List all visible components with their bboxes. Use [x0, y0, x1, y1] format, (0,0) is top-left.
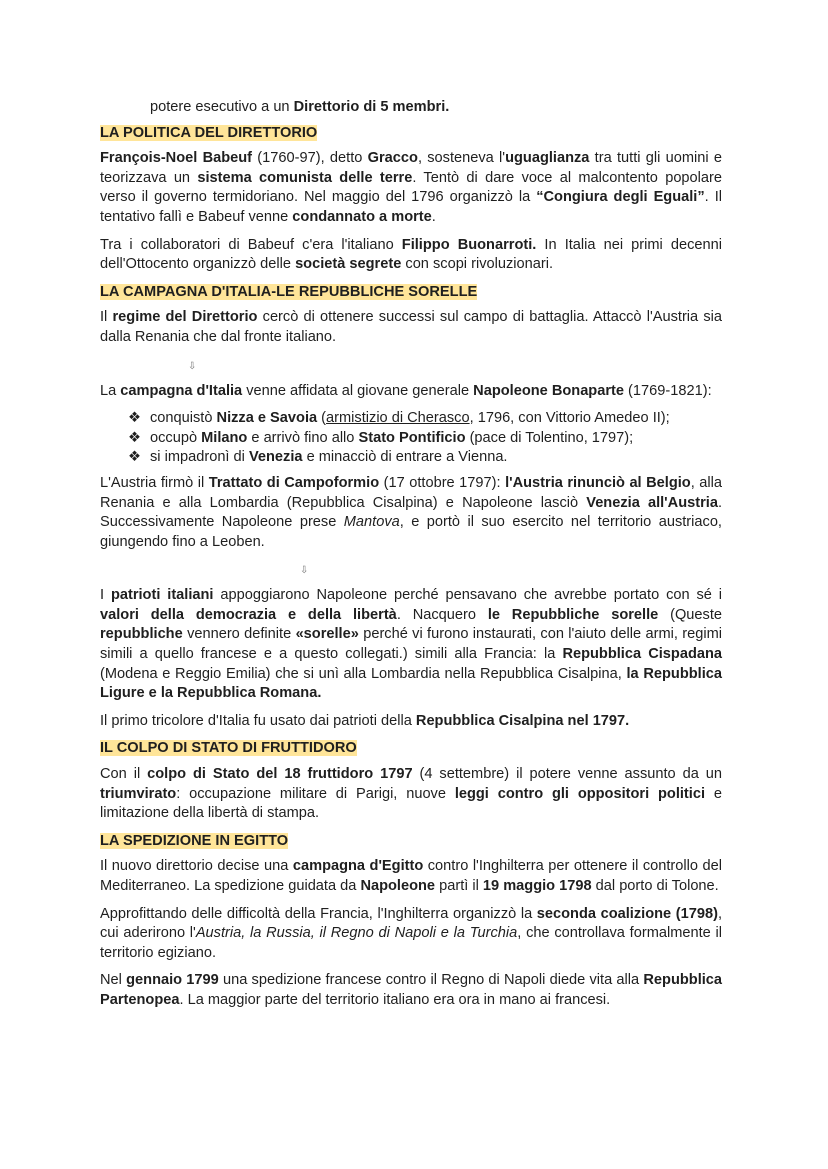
text-run: venne affidata al giovane generale [242, 382, 474, 399]
text-run: colpo di Stato del 18 fruttidoro 1797 [147, 766, 413, 783]
text-run: società segrete [295, 256, 402, 273]
section-heading-campagna-italia [100, 283, 722, 303]
text-run: uguaglianza [505, 150, 590, 167]
text-run: Filippo Buonarroti. [401, 236, 537, 253]
text-run: cercò di ottenere successi sul campo di battaglia. Attaccò l'Austria sia dalla Renania che dal fronte italiano. [100, 309, 723, 345]
text-run: 19 maggio 1798 [482, 878, 592, 894]
paragraph-buonarroti [100, 236, 722, 275]
text-run: Repubblica Cisalpina nel 1797. [415, 712, 630, 729]
text-run: appoggiarono Napoleone perché pensavano che avrebbe portato con sé i [213, 587, 723, 604]
text-run: Venezia [248, 449, 303, 466]
text-run: Direttorio di 5 membri. [293, 99, 450, 115]
text-run: e arrivò fino allo [247, 429, 359, 446]
text-run: , sosteneva l' [417, 150, 506, 167]
text-run: In Italia nei primi decenni dell'Ottocento organizzò delle [100, 236, 722, 273]
list-item [128, 448, 722, 468]
text-run: patrioti italiani [110, 587, 214, 604]
text-run: campagna d'Egitto [292, 858, 424, 875]
bullet-list [100, 409, 722, 468]
text-run: occupò [150, 429, 202, 446]
text-run: dal porto di Tolone. [591, 878, 719, 894]
text-run: (17 ottobre 1797): [379, 474, 506, 491]
text-run: campagna d'Italia [120, 382, 243, 399]
text-run: valori della democrazia e della libertà [100, 606, 397, 623]
text-run: , alla Renania e alla Lombardia (Repubblica Cisalpina) e Napoleone lasciò [100, 474, 722, 511]
text-run: seconda coalizione (1798) [536, 905, 718, 922]
text-run: si impadronì di [150, 449, 249, 466]
text-run: (4 settembre) il potere venne assunto da un [412, 766, 722, 783]
text-run: Milano [201, 429, 248, 446]
list-item [128, 409, 722, 429]
text-run: Austria, la Russia, il Regno di Napoli e la Turchia [195, 925, 518, 942]
text-run: tra tutti gli uomini e teorizzava un [100, 150, 722, 186]
text-run: . La maggior parte del territorio italiano era ora in mano ai francesi. [179, 991, 611, 1008]
text-run: conquistò [150, 410, 217, 427]
text-run: Gracco [367, 150, 418, 167]
text-run: con scopi rivoluzionari. [401, 256, 554, 273]
down-arrow-icon: ⇩ [300, 565, 309, 577]
intro-line [100, 98, 722, 118]
text-run: Approfittando delle difficoltà della Francia, l'Inghilterra organizzò la [100, 905, 537, 922]
text-run: vennero definite [182, 626, 296, 643]
text-run: (1760-97), detto [252, 150, 368, 167]
paragraph-babeuf [100, 149, 722, 227]
text-run: l'Austria rinunciò al Belgio [505, 474, 691, 491]
text-run: perché vi furono instaurati, con l'aiuto delle armi, regimi simili a quello francese e a questo collegati.) simili alla Francia: la [100, 626, 722, 663]
text-run: e minacciò di entrare a Vienna. [302, 449, 508, 466]
paragraph-campoformio [100, 474, 722, 552]
text-run: Venezia all'Austria [586, 494, 718, 511]
text-run: Napoleone Bonaparte [473, 382, 624, 399]
text-run: repubbliche [100, 626, 183, 643]
text-run: . [431, 208, 436, 225]
text-run: (1769-1821): [624, 382, 712, 399]
diamond-bullet-icon: ❖ [128, 429, 142, 446]
paragraph-tricolore [100, 712, 722, 732]
text-run: (pace di Tolentino, 1797); [465, 429, 634, 446]
text-run: Il primo tricolore d'Italia fu usato dai patrioti della [100, 712, 416, 729]
paragraph-seconda-coalizione [100, 905, 722, 964]
text-run: La [100, 382, 121, 399]
text-run: . Nacquero [396, 606, 488, 623]
down-arrow-icon: ⇩ [188, 360, 197, 372]
text-run: partì il [435, 878, 483, 894]
text-run: armistizio di Cherasco [326, 410, 470, 427]
section-heading-spedizione-egitto [100, 832, 722, 852]
heading-text: LA CAMPAGNA D'ITALIA-LE REPUBBLICHE SORELLE [100, 283, 478, 300]
text-run: L'Austria firmò il [100, 474, 209, 491]
text-run: le Repubbliche sorelle [487, 606, 659, 623]
text-run: triumvirato [100, 785, 177, 802]
text-run: ( [317, 410, 327, 427]
paragraph-campagna-egitto [100, 857, 722, 896]
text-run: gennaio 1799 [126, 972, 219, 989]
diamond-bullet-icon: ❖ [128, 410, 142, 427]
text-run: (Queste [658, 606, 723, 623]
text-run: . Successivamente Napoleone prese [100, 494, 722, 531]
text-run: Tra i collaboratori di Babeuf c'era l'italiano [100, 236, 402, 253]
text-run: potere esecutivo a un [150, 99, 294, 115]
text-run: Il [100, 309, 113, 326]
paragraph-regime-direttorio [100, 308, 722, 347]
text-run: (Modena e Reggio Emilia) che si unì alla Lombardia nella Repubblica Cisalpina, [100, 665, 627, 682]
text-run: Il nuovo direttorio decise una [100, 858, 293, 875]
text-run: una spedizione francese contro il Regno di Napoli diede vita alla [218, 972, 644, 989]
text-run: Trattato di Campoformio [208, 474, 380, 491]
text-run: Napoleone [360, 878, 436, 894]
text-run: . Il tentativo fallì e Babeuf venne [100, 189, 723, 225]
text-run: la Repubblica Ligure e la Repubblica Romana. [100, 665, 722, 702]
text-run: François-Noel Babeuf [100, 150, 253, 167]
text-run: , che controllava formalmente il territorio egiziano. [100, 925, 722, 961]
text-run: , cui aderirono l' [100, 905, 722, 942]
text-run: contro l'Inghilterra per ottenere il controllo del Mediterraneo. La spedizione guidata da [100, 858, 722, 894]
heading-text: IL COLPO DI STATO DI FRUTTIDORO [100, 740, 357, 757]
text-run: Repubblica Partenopea [100, 972, 723, 1008]
text-run: regime del Direttorio [112, 309, 258, 326]
text-run: “Congiura degli Eguali” [536, 189, 705, 206]
text-run: condannato a morte [292, 208, 432, 225]
text-run: e limitazione della libertà di stampa. [100, 785, 722, 822]
paragraph-repubblica-partenopea [100, 971, 722, 1010]
heading-text: LA SPEDIZIONE IN EGITTO [100, 832, 289, 849]
text-run: «sorelle» [295, 626, 359, 643]
text-run: Repubblica Cispadana [562, 646, 722, 663]
paragraph-campagna-italia [100, 382, 722, 402]
list-item [128, 429, 722, 449]
section-heading-politica-direttorio [100, 124, 722, 144]
document-page [100, 98, 722, 1019]
text-run: Nizza e Savoia [216, 410, 318, 427]
text-run: Con il [100, 766, 148, 783]
text-run: sistema comunista delle terre [197, 169, 413, 186]
text-run: : occupazione militare di Parigi, nuove [176, 785, 455, 802]
paragraph-fruttidoro [100, 765, 722, 824]
text-run: I [100, 587, 111, 604]
diamond-bullet-icon: ❖ [128, 449, 142, 466]
heading-text: LA POLITICA DEL DIRETTORIO [100, 124, 318, 141]
section-heading-colpo-di-stato [100, 739, 722, 759]
text-run: Nel [100, 972, 127, 989]
text-run: Mantova [343, 514, 400, 531]
text-run: Stato Pontificio [358, 429, 466, 446]
text-run: leggi contro gli oppositori politici [454, 785, 706, 802]
paragraph-patrioti [100, 586, 722, 704]
text-run: , 1796, con Vittorio Amedeo II); [469, 410, 670, 427]
text-run: . Tentò di dare voce al malcontento popolare verso il governo termidoriano. Nel maggio del 1796 organizzò la [100, 169, 722, 206]
text-run: , e portò il suo esercito nel territorio austriaco, giungendo fino a Leoben. [100, 514, 722, 550]
